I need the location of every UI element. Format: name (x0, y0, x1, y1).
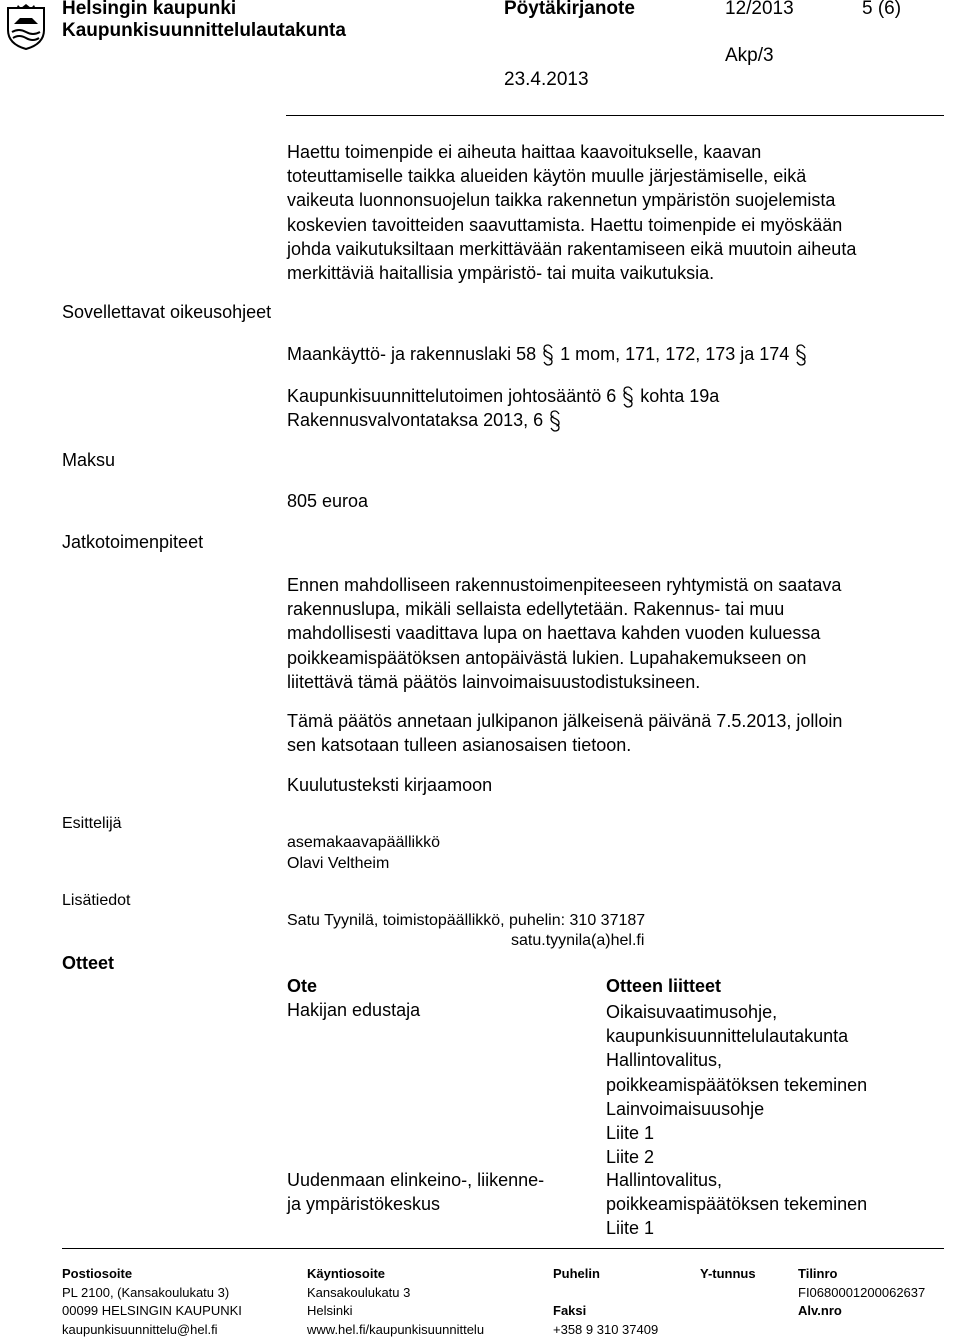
info-label: Lisätiedot (62, 892, 131, 910)
footer-line: PL 2100, (Kansakoulukatu 3) (62, 1284, 242, 1303)
recipient-line: Uudenmaan elinkeino-, liikenne- (287, 1168, 544, 1192)
meeting-number: 12/2013 (725, 0, 794, 20)
footer-line (553, 1284, 658, 1303)
fee-value: 805 euroa (287, 491, 368, 512)
fee-label: Maksu (62, 450, 115, 471)
attachment-item: Hallintovalitus, (606, 1168, 867, 1192)
law-text: 1 mom, 171, 172, 173 ja 174 (560, 344, 789, 364)
item-number: Akp/3 (725, 45, 774, 67)
attachment-item: kaupunkisuunnittelulautakunta (606, 1024, 867, 1048)
footer-heading: Puhelin (553, 1265, 658, 1284)
para-line: liitettävä tämä päätös lainvoimaisuustodistuksineen. (287, 670, 841, 694)
footer-heading: Faksi (553, 1302, 658, 1321)
footer-website[interactable]: www.hel.fi/kaupunkisuunnittelu (307, 1321, 484, 1339)
section-sign-icon (541, 344, 555, 366)
section-sign-icon (548, 410, 562, 432)
recipient-ely-centre (287, 1168, 544, 1216)
para-line: johda vaikutuksiltaan merkittävään rakentamiseen eikä muutoin aiheuta (287, 237, 856, 261)
law-reference-2 (287, 386, 719, 408)
para-line: rakennuslupa, mikäli sellaista edellytetään. Rakennus- tai muu (287, 597, 841, 621)
attachment-item: Hallintovalitus, (606, 1048, 867, 1072)
footer-heading: Tilinro (798, 1265, 925, 1284)
attachment-item: poikkeamispäätöksen tekeminen (606, 1073, 867, 1097)
doc-type: Pöytäkirjanote (504, 0, 635, 20)
footer-account (798, 1265, 925, 1321)
presenter-label: Esittelijä (62, 815, 122, 833)
presenter-name: Olavi Veltheim (287, 855, 389, 873)
attachment-item: Liite 2 (606, 1145, 867, 1169)
laws-label: Sovellettavat oikeusohjeet (62, 302, 271, 323)
law-reference-3 (287, 410, 567, 432)
recipient-line: ja ympäristökeskus (287, 1192, 544, 1216)
footer-line: FI0680001200062637 (798, 1284, 925, 1303)
para-line: poikkeamispäätöksen antopäivästä lukien. Lupahakemukseen on (287, 646, 841, 670)
footer-heading: Postiosoite (62, 1265, 242, 1284)
org-name: Helsingin kaupunki (62, 0, 236, 20)
followup-paragraph (287, 573, 841, 694)
para-line: Haettu toimenpide ei aiheuta haittaa kaavoitukselle, kaavan (287, 140, 856, 164)
section-sign-icon (794, 344, 808, 366)
law-text: Kaupunkisuunnittelutoimen johtosääntö 6 (287, 386, 616, 406)
law-text: kohta 19a (640, 386, 719, 406)
presenter-title: asemakaavapäällikkö (287, 834, 440, 852)
attachment-item: Liite 1 (606, 1121, 867, 1145)
page-number: 5 (6) (862, 0, 901, 20)
contact-email[interactable]: satu.tyynila(a)hel.fi (511, 932, 644, 950)
attachment-item: Oikaisuvaatimusohje, (606, 1000, 867, 1024)
footer-line: Helsinki (307, 1302, 484, 1321)
recipient-applicant: Hakijan edustaja (287, 1000, 420, 1021)
footer-visiting-address (307, 1265, 484, 1339)
section-sign-icon (621, 386, 635, 408)
extracts-label: Otteet (62, 953, 114, 974)
helsinki-crest-logo (4, 4, 48, 50)
attachment-item: Lainvoimaisuusohje (606, 1097, 867, 1121)
para-line: Tämä päätös annetaan julkipanon jälkeisenä päivänä 7.5.2013, jolloin (287, 709, 842, 733)
para-line: vaikeuta luonnonsuojelun taikka rakennetun ympäristön suojelemista (287, 188, 856, 212)
footer-heading: Y-tunnus (700, 1265, 756, 1284)
header-rule (286, 115, 944, 116)
notice-text: Kuulutusteksti kirjaamoon (287, 775, 492, 796)
footer-email[interactable]: kaupunkisuunnittelu@hel.fi (62, 1321, 242, 1339)
para-line: mahdollisesti vaadittava lupa on haettava kahden vuoden kuluessa (287, 621, 841, 645)
para-line: toteuttamiselle taikka alueiden käytön muulle järjestämiselle, eikä (287, 164, 856, 188)
footer-rule (62, 1248, 944, 1249)
para-line: sen katsotaan tulleen asianosaisen tietoon. (287, 733, 842, 757)
para-line: Ennen mahdolliseen rakennustoimenpiteeseen ryhtymistä on saatava (287, 573, 841, 597)
meeting-date: 23.4.2013 (504, 69, 589, 91)
footer-heading: Alv.nro (798, 1302, 925, 1321)
footer-phone (553, 1265, 658, 1339)
publication-paragraph (287, 709, 842, 757)
footer-line: Kansakoulukatu 3 (307, 1284, 484, 1303)
attachments-list-2 (606, 1168, 867, 1241)
attachments-list-1 (606, 1000, 867, 1169)
extract-column-header: Ote (287, 976, 317, 997)
attachment-item: Liite 1 (606, 1216, 867, 1240)
followup-label: Jatkotoimenpiteet (62, 532, 203, 553)
para-line: merkittäviä haitallisia ympäristö- tai muita vaikutuksia. (287, 261, 856, 285)
law-reference-1 (287, 344, 813, 366)
footer-heading: Käyntiosoite (307, 1265, 484, 1284)
law-text: Maankäyttö- ja rakennuslaki 58 (287, 344, 536, 364)
attachments-column-header: Otteen liitteet (606, 976, 721, 997)
justification-paragraph (287, 140, 856, 285)
para-line: koskevien tavoitteiden saavuttamista. Haettu toimenpide ei myöskään (287, 213, 856, 237)
footer-postal-address (62, 1265, 242, 1339)
contact-line: Satu Tyynilä, toimistopäällikkö, puhelin: 310 37187 (287, 912, 645, 930)
footer-line: 00099 HELSINGIN KAUPUNKI (62, 1302, 242, 1321)
attachment-item: poikkeamispäätöksen tekeminen (606, 1192, 867, 1216)
footer-line: +358 9 310 37409 (553, 1321, 658, 1339)
footer-business-id (700, 1265, 756, 1284)
board-name: Kaupunkisuunnittelulautakunta (62, 20, 346, 42)
law-text: Rakennusvalvontataksa 2013, 6 (287, 410, 543, 430)
